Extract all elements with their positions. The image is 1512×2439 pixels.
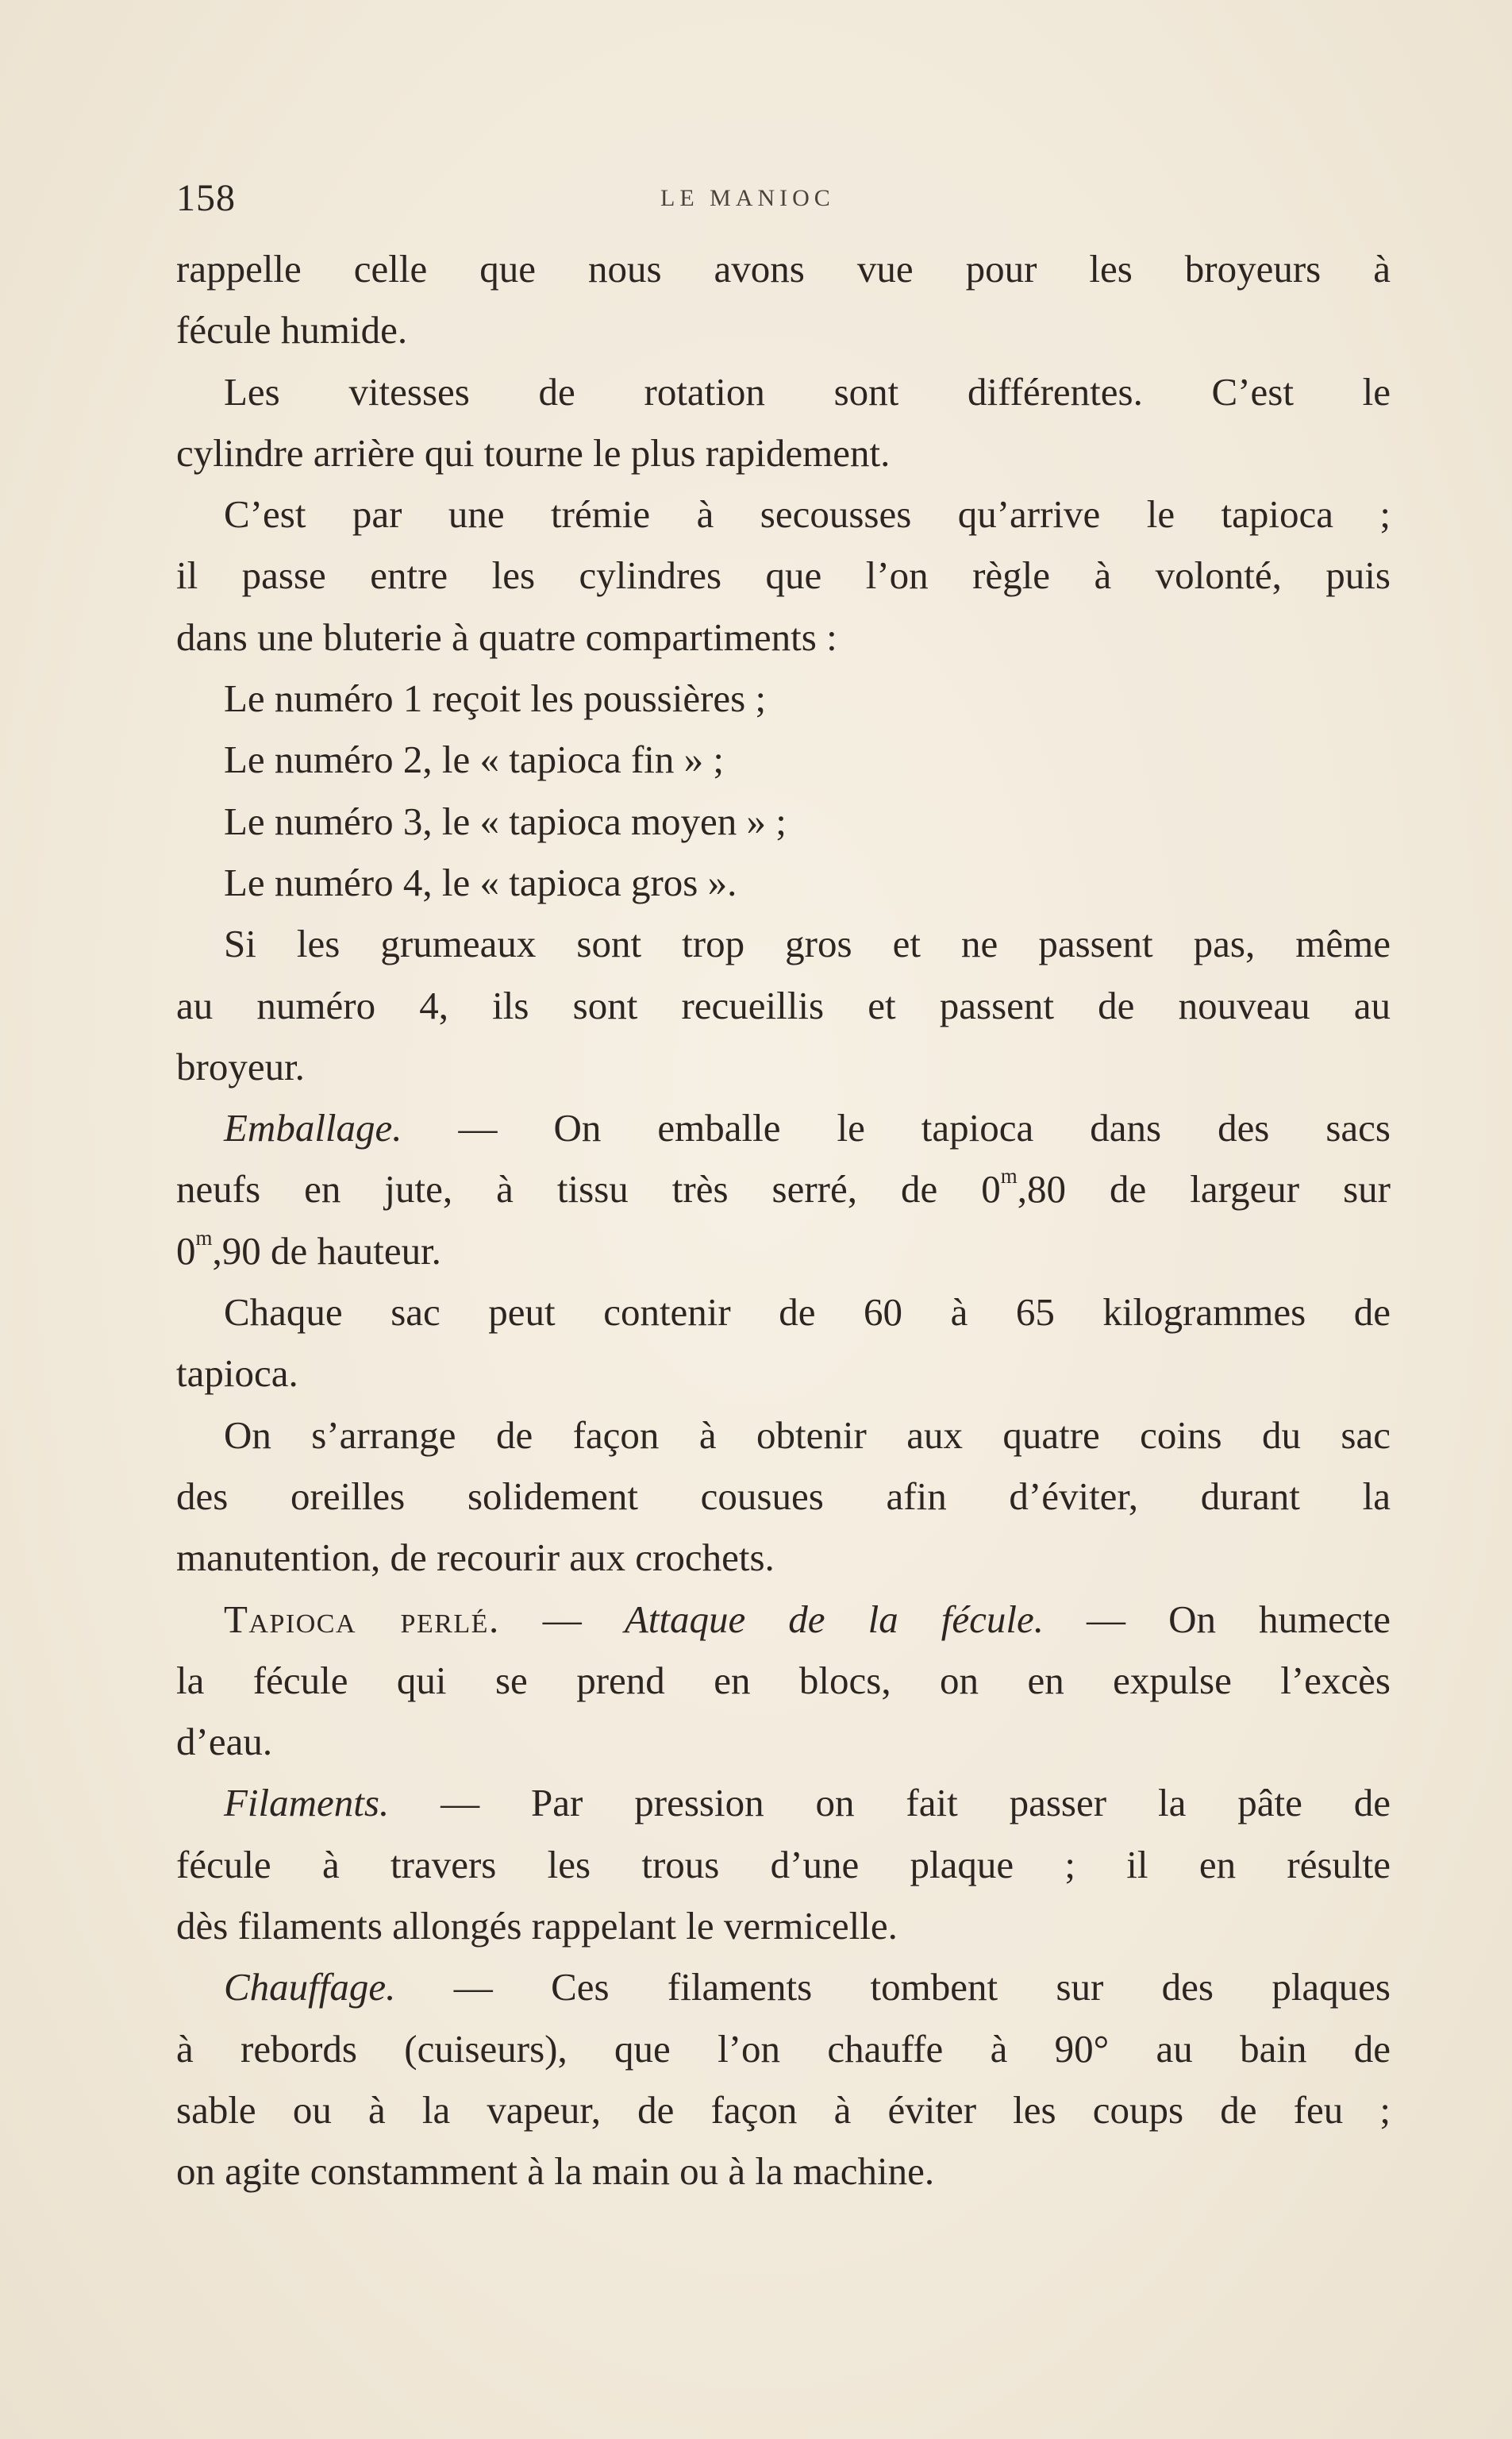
text-line	[176, 1220, 1391, 1281]
text-line: on agite constamment à la main ou à la machine.	[176, 2149, 935, 2194]
text-line: dans une bluterie à quatre compartiments :	[176, 615, 837, 659]
line-text: — Par pression on fait passer la pâte de	[389, 1781, 1391, 1825]
text-line: broyeur.	[176, 1044, 305, 1088]
text-line: dès filaments allongés rappelant le vermicelle.	[176, 1904, 898, 1948]
section-title-emballage: Emballage.	[224, 1106, 402, 1150]
line-text: neufs en jute, à tissu très serré, de 0	[176, 1167, 1001, 1212]
text-line: C’est par une trémie à secousses qu’arrive le tapioca ;	[224, 492, 1391, 537]
text-line	[176, 1589, 1391, 1650]
running-title: LE MANIOC	[660, 185, 835, 211]
text-line	[176, 1097, 1391, 1158]
section-title-chauffage: Chauffage.	[224, 1965, 396, 2009]
text-line: Le numéro 2, le « tapioca fin » ;	[224, 738, 724, 782]
text-line: à rebords (cuiseurs), que l’on chauffe à 90° au bain de	[176, 2026, 1391, 2071]
text-line	[176, 1158, 1391, 1220]
text-line: cylindre arrière qui tourne le plus rapidement.	[176, 430, 891, 475]
unit-superscript: m	[1000, 1164, 1018, 1189]
section-title-filaments: Filaments.	[224, 1781, 390, 1825]
text-line: Les vitesses de rotation sont différentes. C’est le	[224, 369, 1391, 414]
text-line	[176, 1956, 1391, 2017]
text-line: sable ou à la vapeur, de façon à éviter les coups de feu ;	[176, 2087, 1391, 2132]
text-line: On s’arrange de façon à obtenir aux quatre coins du sac	[224, 1412, 1391, 1457]
unit-superscript: m	[195, 1225, 213, 1250]
text-line: manutention, de recourir aux crochets.	[176, 1535, 775, 1580]
page-number: 158	[176, 177, 236, 219]
text-line	[176, 1772, 1391, 1833]
text-line: Si les grumeaux sont trop gros et ne passent pas, même	[224, 922, 1391, 966]
text-line: il passe entre les cylindres que l’on règle à volonté, puis	[176, 553, 1391, 598]
page-header	[176, 171, 1391, 226]
subsection-title: Attaque de la fécule.	[624, 1597, 1044, 1641]
text-line: Le numéro 4, le « tapioca gros ».	[224, 860, 737, 904]
line-text: — On emballe le tapioca dans des sacs	[402, 1106, 1391, 1150]
line-text: — Ces filaments tombent sur des plaques	[395, 1965, 1391, 2009]
text-line: la fécule qui se prend en blocs, on en expulse l’excès	[176, 1658, 1391, 1702]
text-line: Le numéro 1 reçoit les poussières ;	[224, 676, 767, 721]
text-line: fécule humide.	[176, 308, 408, 353]
line-text: 0	[176, 1228, 196, 1273]
text-line: fécule à travers les trous d’une plaque ; il en résulte	[176, 1842, 1391, 1886]
text-line: d’eau.	[176, 1720, 273, 1764]
line-text: ,90 de hauteur.	[212, 1228, 441, 1273]
text-line: Chaque sac peut contenir de 60 à 65 kilogrammes de	[224, 1290, 1391, 1335]
text-line: Le numéro 3, le « tapioca moyen » ;	[224, 799, 787, 843]
line-text: ,80 de largeur sur	[1017, 1167, 1391, 1212]
text-line: rappelle celle que nous avons vue pour les broyeurs à	[176, 247, 1391, 291]
line-text: — On humecte	[1043, 1597, 1391, 1641]
text-line: au numéro 4, ils sont recueillis et passent de nouveau au	[176, 983, 1391, 1027]
text-line: tapioca.	[176, 1351, 298, 1396]
line-text: —	[499, 1597, 625, 1641]
text-line: des oreilles solidement cousues afin d’éviter, durant la	[176, 1474, 1391, 1518]
section-title-tapioca-perle: Tapioca perlé.	[224, 1597, 500, 1641]
body-text	[176, 238, 1391, 2202]
